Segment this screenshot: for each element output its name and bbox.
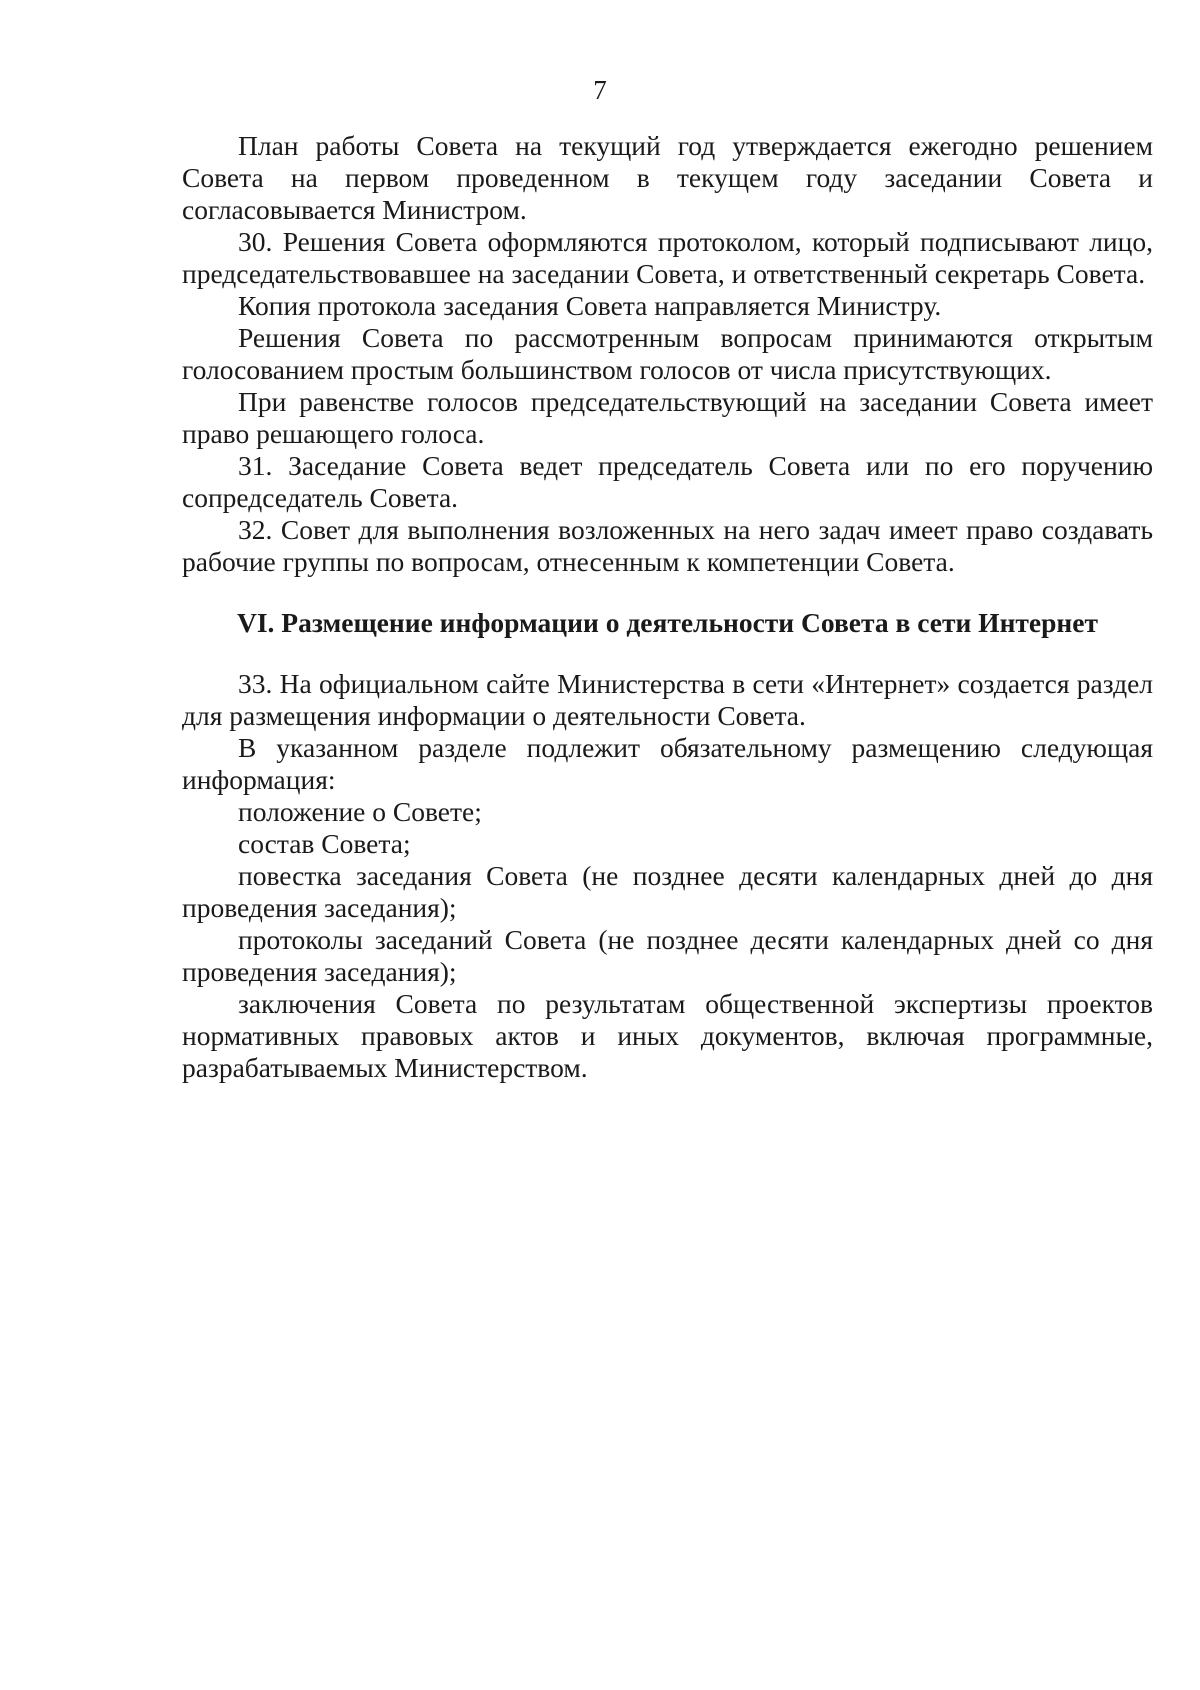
list-item: протоколы заседаний Совета (не позднее десяти календарных дней со дня проведения заседания);: [182, 924, 1153, 987]
paragraph: Копия протокола заседания Совета направляется Министру.: [238, 290, 942, 321]
list-item: положение о Совете;: [238, 796, 482, 827]
paragraph: В указанном разделе подлежит обязательному размещению следующая информация:: [182, 732, 1153, 795]
paragraph-item-30: 30. Решения Совета оформляются протоколом, который подписывают лицо, председательствовавшее на заседании Совета, и ответственный секретарь Совета.: [182, 226, 1153, 289]
paragraph: План работы Совета на текущий год утверждается ежегодно решением Совета на первом проведенном в текущем году заседании Совета и согласовывается Министром.: [182, 130, 1153, 225]
paragraph-item-31: 31. Заседание Совета ведет председатель Совета или по его поручению сопредседатель Совета.: [182, 450, 1153, 513]
paragraph-item-32: 32. Совет для выполнения возложенных на него задач имеет право создавать рабочие группы по вопросам, отнесенным к компетенции Совета.: [182, 514, 1153, 577]
list-item: состав Совета;: [238, 828, 411, 859]
document-body: [182, 130, 1153, 1084]
paragraph-item-33: 33. На официальном сайте Министерства в сети «Интернет» создается раздел для размещения информации о деятельности Совета.: [182, 668, 1153, 731]
section-heading: VI. Размещение информации о деятельности Совета в сети Интернет: [237, 607, 1098, 638]
paragraph: При равенстве голосов председательствующий на заседании Совета имеет право решающего голоса.: [182, 386, 1153, 449]
list-item: заключения Совета по результатам общественной экспертизы проектов нормативных правовых актов и иных документов, включая программные, разрабатываемых Министерством.: [182, 988, 1153, 1083]
page-number: 7: [593, 75, 607, 105]
list-item: повестка заседания Совета (не позднее десяти календарных дней до дня проведения заседания);: [182, 860, 1153, 923]
paragraph: Решения Совета по рассмотренным вопросам принимаются открытым голосованием простым большинством голосов от числа присутствующих.: [182, 322, 1153, 385]
